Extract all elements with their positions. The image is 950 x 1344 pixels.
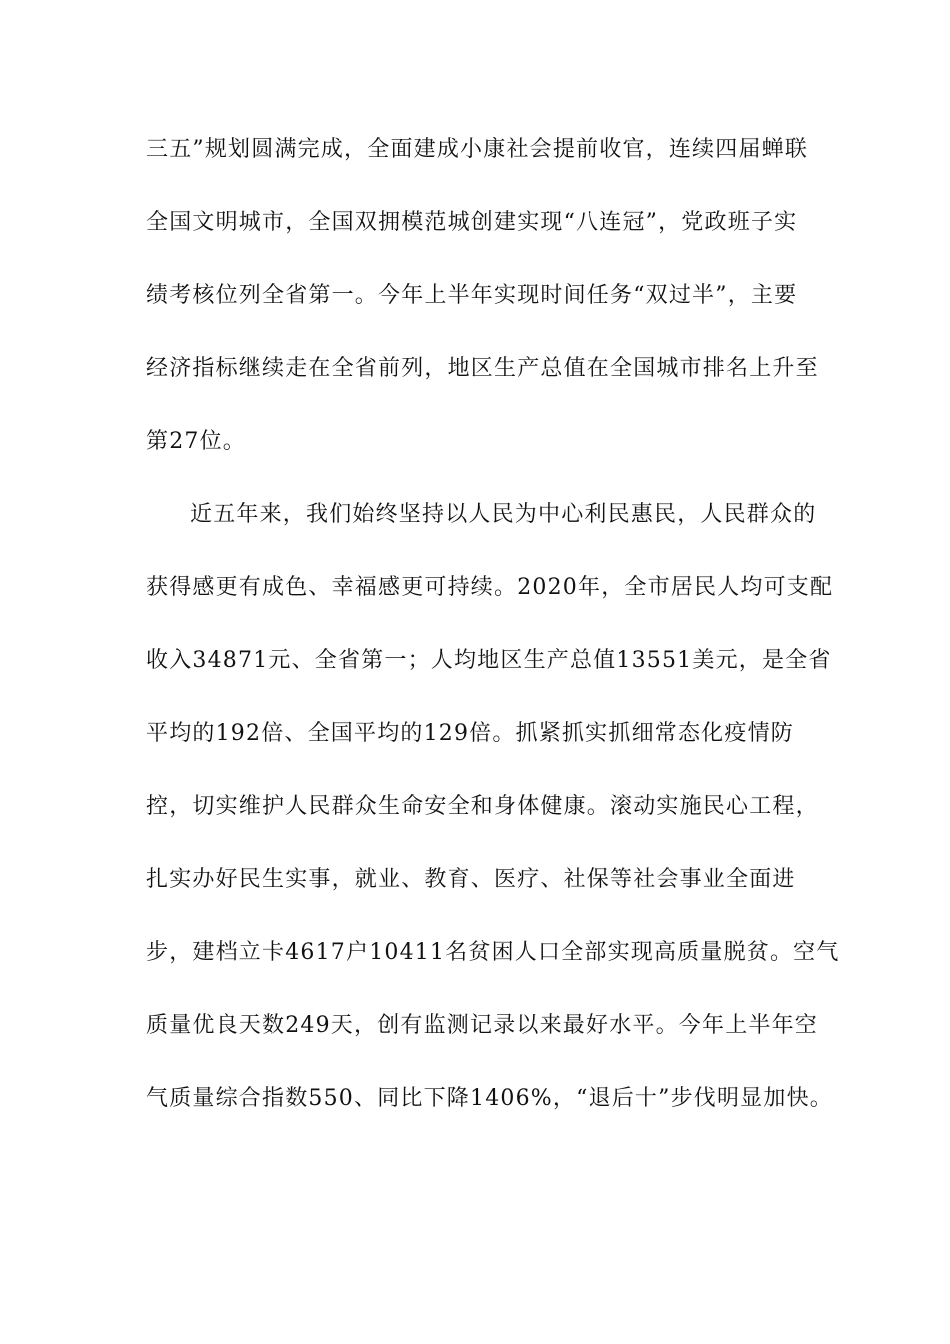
paragraph-line: 获得感更有成色、幸福感更可持续。2020年，全市居民人均可支配 bbox=[146, 575, 834, 600]
paragraph-line: 三五”规划圆满完成，全面建成小康社会提前收官，连续四届蝉联 bbox=[146, 137, 809, 162]
paragraph-line: 全国文明城市，全国双拥模范城创建实现“八连冠”，党政班子实 bbox=[146, 210, 798, 235]
paragraph-line: 平均的192倍、全国平均的129倍。抓紧抓实抓细常态化疫情防 bbox=[146, 721, 794, 746]
paragraph-2 bbox=[146, 491, 840, 1148]
paragraph-line: 经济指标继续走在全省前列，地区生产总值在全国城市排名上升至 bbox=[146, 356, 819, 381]
paragraph-1 bbox=[146, 126, 819, 491]
paragraph-line: 控，切实维护人民群众生命安全和身体健康。滚动实施民心工程， bbox=[146, 794, 819, 819]
document-body bbox=[146, 126, 840, 1148]
paragraph-line: 收入34871元、全省第一；人均地区生产总值13551美元，是全省 bbox=[146, 648, 832, 673]
paragraph-line: 质量优良天数249天，创有监测记录以来最好水平。今年上半年空 bbox=[146, 1013, 818, 1038]
paragraph-line: 扎实办好民生实事，就业、教育、医疗、社保等社会事业全面进 bbox=[146, 867, 796, 892]
paragraph-line: 第27位。 bbox=[146, 429, 246, 454]
paragraph-line: 气质量综合指数550、同比下降1406%，“退后十”步伐明显加快。 bbox=[146, 1086, 833, 1111]
paragraph-line: 近五年来，我们始终坚持以人民为中心利民惠民，人民群众的 bbox=[190, 502, 817, 527]
paragraph-line: 绩考核位列全省第一。今年上半年实现时间任务“双过半”，主要 bbox=[146, 283, 798, 308]
paragraph-line: 步，建档立卡4617户10411名贫困人口全部实现高质量脱贫。空气 bbox=[146, 940, 840, 965]
